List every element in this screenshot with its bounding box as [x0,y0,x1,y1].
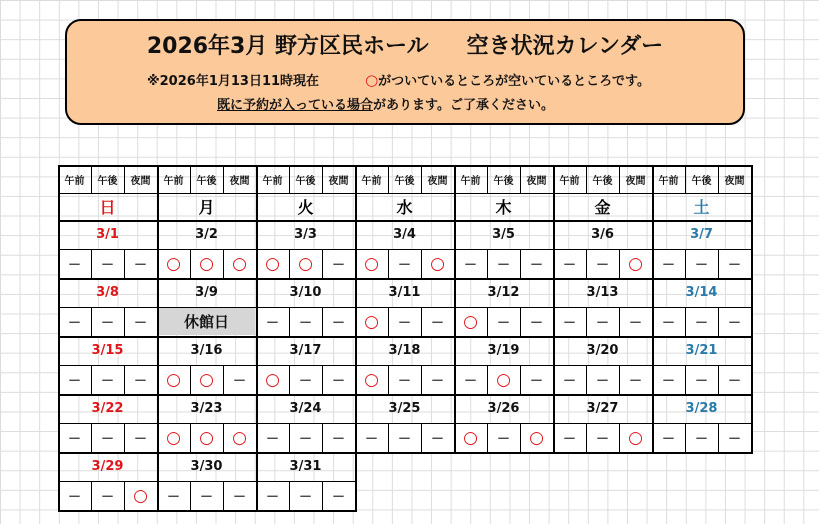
grid-line-vertical [454,278,456,338]
grid-line-vertical [157,220,159,280]
grid-line-vertical [520,365,521,394]
unavailable-mark: － [58,481,91,510]
grid-line-vertical [586,423,587,452]
unavailable-mark: － [124,365,157,394]
notice-line-1 [147,70,650,89]
date-label: 3/16 [190,343,223,358]
grid-line-horizontal [58,394,751,396]
date-label: 3/30 [190,459,223,474]
grid-line-vertical [487,249,488,278]
grid-line-vertical [685,249,686,278]
unavailable-mark: － [58,307,91,336]
grid-line-vertical [190,423,191,452]
unavailable-mark: － [58,365,91,394]
grid-line-vertical [124,307,125,336]
notice-time: ※2026年1月13日11時現在 [147,74,320,89]
grid-line-horizontal [58,423,751,424]
weekday-header: 火 [297,198,314,217]
unavailable-mark: － [322,307,355,336]
grid-line-vertical [718,165,719,193]
closed-day-label: 休館日 [158,308,255,335]
grid-line-vertical [91,249,92,278]
grid-line-vertical [388,307,389,336]
grid-line-vertical [289,249,290,278]
unavailable-mark: － [718,307,751,336]
grid-line-vertical [685,423,686,452]
unavailable-mark: － [586,307,619,336]
weekday-header: 水 [396,198,413,217]
available-mark: ○ [190,365,223,394]
grid-line-vertical [91,365,92,394]
date-label: 3/5 [492,227,515,242]
period-header: 午前 [262,175,283,187]
unavailable-mark: － [289,481,322,510]
grid-line-vertical [58,278,60,338]
weekday-header: 月 [198,198,215,217]
available-mark: ○ [124,481,157,510]
unavailable-mark: － [718,249,751,278]
weekday-header: 土 [693,198,710,217]
grid-line-vertical [91,423,92,452]
unavailable-mark: － [289,423,322,452]
period-header: 夜間 [130,175,151,187]
unavailable-mark: － [124,307,157,336]
unavailable-mark: － [487,249,520,278]
unavailable-mark: － [586,423,619,452]
unavailable-mark: － [91,307,124,336]
grid-line-vertical [91,481,92,510]
unavailable-mark: － [388,249,421,278]
grid-line-horizontal [58,220,751,222]
period-header: 午前 [559,175,580,187]
grid-line-vertical [322,165,323,193]
grid-line-vertical [289,307,290,336]
availability-calendar [58,165,751,509]
grid-line-vertical [289,365,290,394]
unavailable-mark: － [553,249,586,278]
date-label: 3/21 [685,343,718,358]
date-label: 3/2 [195,227,218,242]
grid-line-vertical [421,165,422,193]
grid-line-vertical [388,165,389,193]
period-header: 午前 [361,175,382,187]
grid-line-vertical [421,423,422,452]
grid-line-vertical [718,307,719,336]
grid-line-vertical [256,278,258,338]
unavailable-mark: － [685,423,718,452]
grid-line-vertical [619,249,620,278]
grid-line-vertical [520,423,521,452]
grid-line-vertical [355,336,357,396]
period-header: 午前 [460,175,481,187]
period-header: 夜間 [427,175,448,187]
unavailable-mark: － [289,307,322,336]
grid-line-horizontal [58,165,751,167]
date-label: 3/7 [690,227,713,242]
unavailable-mark: － [454,365,487,394]
grid-line-vertical [322,249,323,278]
unavailable-mark: － [388,365,421,394]
grid-line-vertical [322,365,323,394]
grid-line-vertical [355,394,357,454]
grid-line-vertical [751,165,753,220]
grid-line-vertical [718,365,719,394]
period-header: 午前 [163,175,184,187]
grid-line-horizontal [58,481,355,482]
date-label: 3/23 [190,401,223,416]
grid-line-vertical [553,220,555,280]
grid-line-vertical [58,394,60,454]
grid-line-vertical [454,336,456,396]
grid-line-vertical [91,165,92,193]
grid-line-vertical [487,165,488,193]
unavailable-mark: － [91,365,124,394]
grid-line-vertical [91,307,92,336]
unavailable-mark: － [454,249,487,278]
unavailable-mark: － [256,481,289,510]
date-label: 3/11 [388,285,421,300]
unavailable-mark: － [685,365,718,394]
grid-line-vertical [223,365,224,394]
period-header: 午後 [493,175,514,187]
grid-line-vertical [58,336,60,396]
date-label: 3/12 [487,285,520,300]
grid-line-vertical [553,165,555,220]
unavailable-mark: － [619,307,652,336]
period-header: 午前 [64,175,85,187]
grid-line-vertical [157,278,159,338]
grid-line-vertical [553,394,555,454]
unavailable-mark: － [256,423,289,452]
unavailable-mark: － [652,307,685,336]
grid-line-vertical [454,165,456,220]
available-mark: ○ [355,365,388,394]
unavailable-mark: － [421,423,454,452]
grid-line-vertical [553,278,555,338]
date-label: 3/14 [685,285,718,300]
grid-line-vertical [619,165,620,193]
grid-line-vertical [190,249,191,278]
available-mark: ○ [454,307,487,336]
header-panel [65,19,745,125]
unavailable-mark: － [223,481,256,510]
grid-line-vertical [256,336,258,396]
date-label: 3/22 [91,401,124,416]
weekday-header: 金 [594,198,611,217]
available-mark: ○ [190,249,223,278]
unavailable-mark: － [355,423,388,452]
weekday-header: 木 [495,198,512,217]
grid-line-vertical [157,394,159,454]
available-mark: ○ [157,423,190,452]
grid-line-horizontal [58,278,751,280]
unavailable-mark: － [124,423,157,452]
grid-line-vertical [652,336,654,396]
date-label: 3/13 [586,285,619,300]
unavailable-mark: － [388,307,421,336]
grid-line-vertical [718,249,719,278]
available-circle-icon: ○ [365,71,379,89]
available-mark: ○ [157,365,190,394]
date-label: 3/25 [388,401,421,416]
unavailable-mark: － [322,249,355,278]
grid-line-vertical [388,249,389,278]
grid-line-vertical [487,365,488,394]
period-header: 午前 [658,175,679,187]
grid-line-vertical [289,481,290,510]
date-label: 3/29 [91,459,124,474]
unavailable-mark: － [553,307,586,336]
grid-line-vertical [355,165,357,220]
notice-symbol-text: がついているところが空いているところです。 [378,74,650,89]
available-mark: ○ [487,365,520,394]
available-mark: ○ [619,249,652,278]
unavailable-mark: － [223,365,256,394]
grid-line-vertical [289,423,290,452]
grid-line-vertical [58,220,60,280]
grid-line-vertical [454,220,456,280]
grid-line-vertical [223,165,224,193]
unavailable-mark: － [124,249,157,278]
grid-line-vertical [124,249,125,278]
unavailable-mark: － [91,423,124,452]
grid-line-vertical [454,394,456,454]
grid-line-vertical [586,307,587,336]
grid-line-vertical [619,423,620,452]
grid-line-horizontal [58,452,751,454]
available-mark: ○ [256,365,289,394]
period-header: 夜間 [328,175,349,187]
date-label: 3/9 [195,285,218,300]
grid-line-vertical [751,220,753,280]
available-mark: ○ [289,249,322,278]
grid-line-vertical [289,165,290,193]
period-header: 午後 [394,175,415,187]
available-mark: ○ [223,249,256,278]
grid-line-vertical [157,165,159,220]
grid-line-vertical [619,365,620,394]
unavailable-mark: － [421,307,454,336]
period-header: 夜間 [724,175,745,187]
grid-line-vertical [652,220,654,280]
grid-line-vertical [652,394,654,454]
date-label: 3/31 [289,459,322,474]
date-label: 3/3 [294,227,317,242]
date-label: 3/19 [487,343,520,358]
grid-line-vertical [58,452,60,512]
unavailable-mark: － [652,249,685,278]
date-label: 3/28 [685,401,718,416]
grid-line-vertical [124,365,125,394]
grid-line-horizontal [58,307,751,308]
title-venue: 2026年3月 野方区民ホール [146,34,429,59]
grid-line-vertical [223,481,224,510]
grid-line-vertical [751,394,753,454]
available-mark: ○ [355,307,388,336]
unavailable-mark: － [421,365,454,394]
unavailable-mark: － [718,365,751,394]
period-header: 夜間 [526,175,547,187]
grid-line-vertical [751,336,753,396]
unavailable-mark: － [652,365,685,394]
grid-line-vertical [751,278,753,338]
title-calendar: 空き状況カレンダー [466,34,664,59]
grid-line-vertical [421,249,422,278]
period-header: 夜間 [625,175,646,187]
unavailable-mark: － [91,249,124,278]
unavailable-mark: － [718,423,751,452]
date-label: 3/27 [586,401,619,416]
grid-line-vertical [190,165,191,193]
unavailable-mark: － [388,423,421,452]
available-mark: ○ [256,249,289,278]
date-label: 3/17 [289,343,322,358]
period-header: 午後 [97,175,118,187]
grid-line-vertical [553,336,555,396]
grid-line-horizontal [58,193,751,194]
date-label: 3/26 [487,401,520,416]
grid-line-vertical [586,249,587,278]
unavailable-mark: － [322,423,355,452]
grid-line-vertical [487,307,488,336]
unavailable-mark: － [487,307,520,336]
grid-line-vertical [322,423,323,452]
available-mark: ○ [454,423,487,452]
grid-line-vertical [520,249,521,278]
unavailable-mark: － [586,249,619,278]
grid-line-vertical [355,278,357,338]
available-mark: ○ [520,423,553,452]
grid-line-vertical [124,165,125,193]
date-label: 3/8 [96,285,119,300]
unavailable-mark: － [289,365,322,394]
grid-line-vertical [685,307,686,336]
grid-line-vertical [586,365,587,394]
grid-line-vertical [157,452,159,512]
grid-line-vertical [355,452,357,512]
grid-line-vertical [256,220,258,280]
unavailable-mark: － [487,423,520,452]
available-mark: ○ [421,249,454,278]
date-label: 3/24 [289,401,322,416]
unavailable-mark: － [322,365,355,394]
unavailable-mark: － [685,249,718,278]
grid-line-vertical [256,452,258,512]
grid-line-vertical [223,249,224,278]
period-header: 午後 [592,175,613,187]
available-mark: ○ [619,423,652,452]
period-header: 午後 [691,175,712,187]
unavailable-mark: － [520,307,553,336]
unavailable-mark: － [685,307,718,336]
grid-line-vertical [586,165,587,193]
grid-line-vertical [322,481,323,510]
weekday-header: 日 [99,198,116,217]
unavailable-mark: － [58,249,91,278]
date-label: 3/4 [393,227,416,242]
grid-line-horizontal [58,510,355,512]
notice-rest: があります。ご了承ください。 [373,98,554,113]
page-title [67,29,743,60]
grid-line-vertical [619,307,620,336]
date-label: 3/15 [91,343,124,358]
unavailable-mark: － [322,481,355,510]
unavailable-mark: － [256,307,289,336]
grid-line-vertical [421,365,422,394]
available-mark: ○ [355,249,388,278]
date-label: 3/20 [586,343,619,358]
grid-line-vertical [322,307,323,336]
grid-line-vertical [388,423,389,452]
grid-line-vertical [256,165,258,220]
period-header: 午後 [196,175,217,187]
unavailable-mark: － [190,481,223,510]
available-mark: ○ [190,423,223,452]
grid-line-vertical [685,165,686,193]
unavailable-mark: － [652,423,685,452]
unavailable-mark: － [91,481,124,510]
grid-line-vertical [124,481,125,510]
date-label: 3/10 [289,285,322,300]
unavailable-mark: － [619,365,652,394]
grid-line-vertical [520,307,521,336]
unavailable-mark: － [520,249,553,278]
grid-line-vertical [256,394,258,454]
date-label: 3/6 [591,227,614,242]
notice-line-2 [217,94,554,113]
date-label: 3/1 [96,227,119,242]
grid-line-vertical [355,220,357,280]
grid-line-vertical [652,278,654,338]
grid-line-vertical [190,365,191,394]
date-label: 3/18 [388,343,421,358]
grid-line-vertical [652,165,654,220]
period-header: 夜間 [229,175,250,187]
grid-line-vertical [58,165,60,220]
grid-line-vertical [421,307,422,336]
unavailable-mark: － [58,423,91,452]
grid-line-horizontal [58,336,751,338]
grid-line-vertical [520,165,521,193]
grid-line-vertical [223,423,224,452]
unavailable-mark: － [553,365,586,394]
grid-line-vertical [487,423,488,452]
unavailable-mark: － [586,365,619,394]
period-header: 午後 [295,175,316,187]
grid-line-vertical [388,365,389,394]
unavailable-mark: － [553,423,586,452]
grid-line-vertical [190,481,191,510]
grid-line-vertical [124,423,125,452]
grid-line-vertical [718,423,719,452]
grid-line-horizontal [58,249,751,250]
notice-underlined: 既に予約が入っている場合 [217,98,374,113]
grid-line-horizontal [58,365,751,366]
available-mark: ○ [157,249,190,278]
grid-line-vertical [157,336,159,396]
available-mark: ○ [223,423,256,452]
unavailable-mark: － [520,365,553,394]
grid-line-vertical [685,365,686,394]
unavailable-mark: － [157,481,190,510]
